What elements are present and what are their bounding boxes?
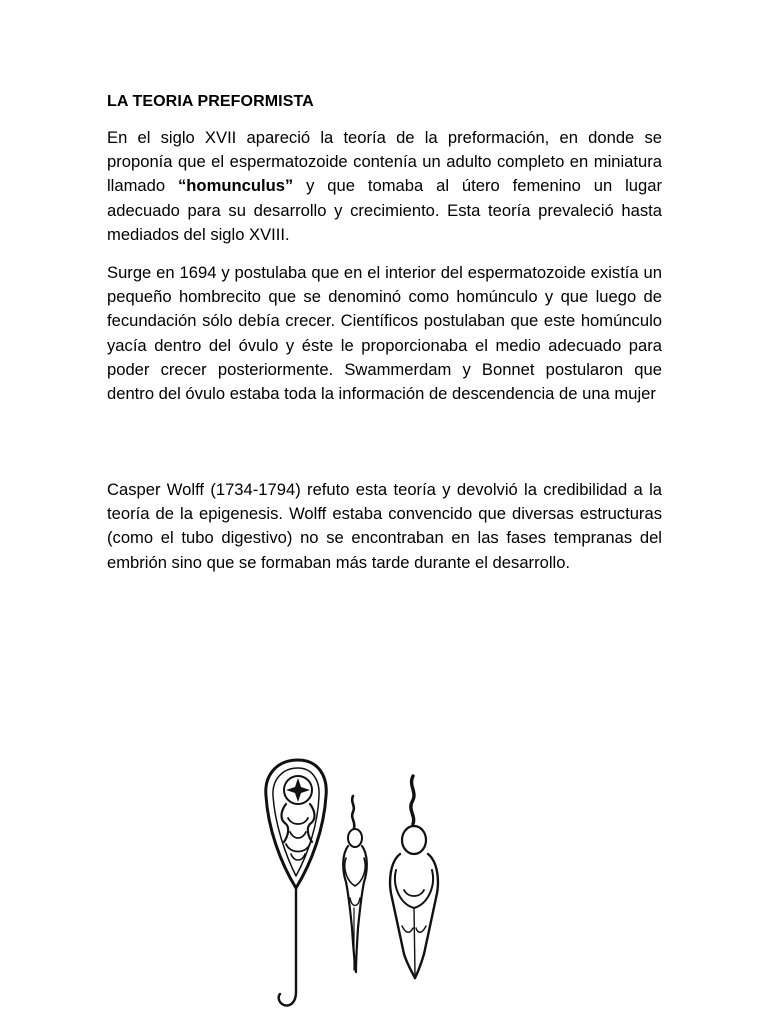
homunculus-illustration-icon [258, 758, 458, 1018]
paragraph-wolff: Casper Wolff (1734-1794) refuto esta teoría y devolvió la credibilidad a la teoría de la epigenesis. Wolff estaba convencido que diversas estructuras (como el tubo digestivo) no se encontraban en las fases tempranas del embrión sino que se formaban más tarde durante el desarrollo. [107, 480, 662, 572]
sperm-homunculus-drawing [266, 760, 326, 1006]
paragraph-1-end: y que tomaba al útero femenino un lugar adecuado para su desarrollo y crecimiento. Esta teoría prevaleció hasta mediados del siglo XVIII. [107, 176, 662, 244]
paragraph-1-start: En el siglo XVII apareció la teoría de la preformación, en donde se proponía que el espermatozoide contenía un adulto completo en miniatura llamado [107, 128, 662, 196]
homunculus-term: “homunculus” [178, 176, 294, 196]
paragraph-preformation [107, 126, 662, 247]
paragraph-origin: Surge en 1694 y postulaba que en el interior del espermatozoide existía un pequeño hombrecito que se denominó como homúnculo y que luego de fecundación sólo debía crecer. Científicos postulaban que este homúnculo yacía dentro del óvulo y éste le proporcionaba el medio adecuado para poder crecer posteriormente. Swammerdam y Bonnet postularon que dentro del óvulo estaba toda la información de descendencia de una mujer [107, 263, 662, 404]
small-homunculus-drawing [343, 796, 367, 972]
large-homunculus-drawing [390, 776, 438, 978]
document-title: LA TEORIA PREFORMISTA [107, 93, 314, 110]
